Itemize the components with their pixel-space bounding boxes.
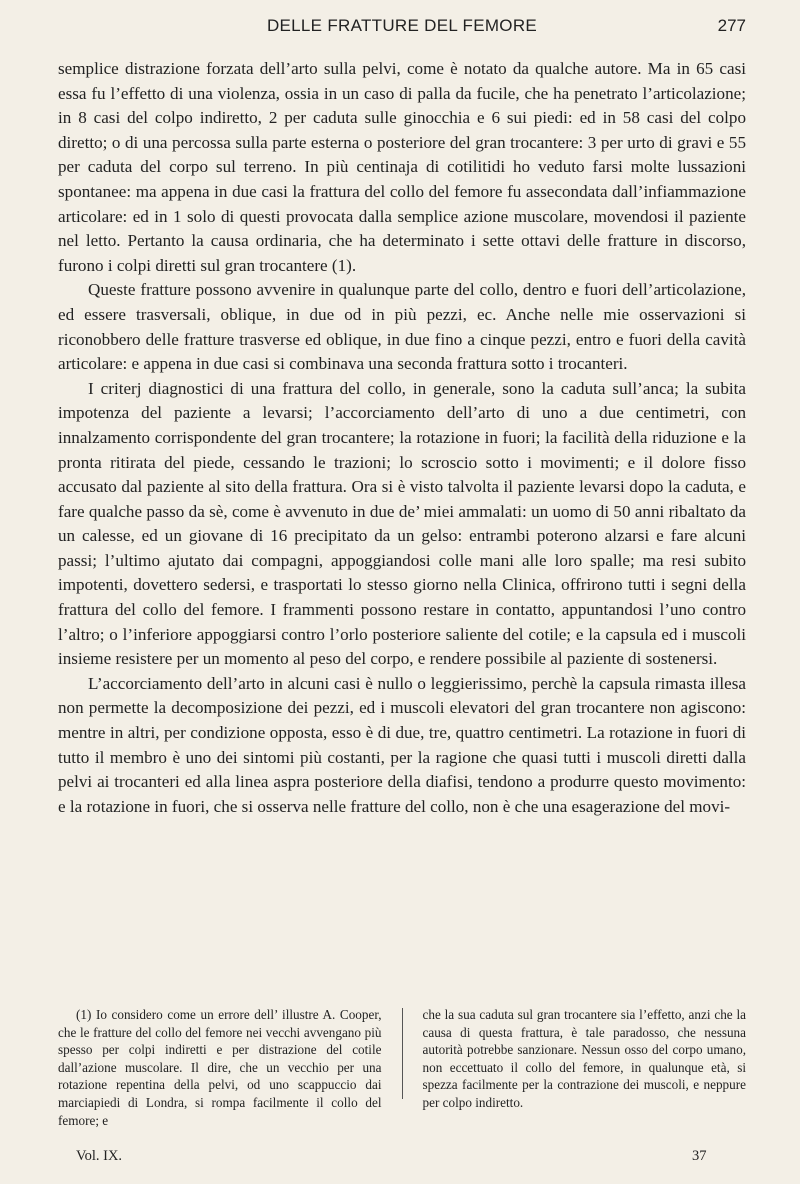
paragraph: I criterj diagnostici di una frattura del collo, in generale, sono la caduta sull’anca; la subita impotenza del paziente a levarsi; l’accorciamento dell’arto di uno a due centimetri, con innalzamento corrispondente del gran trocantere; la rotazione in fuori; la facilità della riduzione e la pronta ritirata del piede, cessando le trazioni; lo scroscio sotto i movimenti; e il dolore fisso accusato dal paziente al sito della frattura. Ora si è visto talvolta il paziente levarsi dopo la caduta, e fare qualche passo da sè, come è avvenuto in due de’ miei ammalati: un uomo di 50 anni ribaltato da un calesse, ed un giovane di 16 precipitato da un gelso: entrambi poterono alzarsi e fare alcuni passi; l’ultimo ajutato dai compagni, appoggiandosi colle mani alle loro spalle; ma resi subito impotenti, dovettero sedersi, e trasportati lo stesso giorno nella Clinica, offrirono tutti i segni della frattura del collo del femore. I frammenti possono restare in contatto, appuntandosi l’uno contro l’altro; o l’inferiore appoggiarsi contro l’orlo posteriore saliente del cotile; e la capsula ed i muscoli insieme resistere per un momento al peso del corpo, e rendere possibile al paziente di sostenersi. (58, 378, 746, 669)
footnote-text: che la sua caduta sul gran trocantere sia l’effetto, anzi che la causa di questa frattura, è tale paradosso, che nessuna autorità potrebbe sanzionare. Nessun osso del corpo umano, non eccettuato il collo del femore, in qualunque età, si spezza facilmente per la contrazione dei muscoli, e neppure per colpo indiretto. (422, 1007, 746, 1110)
footnote-right-column (423, 1006, 747, 1129)
running-header (58, 16, 746, 42)
paragraph: L’accorciamento dell’arto in alcuni casi è nullo o leggierissimo, perchè la capsula rimasta illesa non permette la decomposizione dei pezzi, ed i muscoli elevatori del gran trocantere non agiscono: mentre in altri, per condizione opposta, esso è di due, tre, quattro centimetri. La rotazione in fuori di tutto il membro è uno dei sintomi più costanti, per la ragione che quasi tutti i muscoli diretti dalla pelvi ai trocanteri ed alla linea aspra posteriore della diafisi, tendono a produrre questo movimento: e la rotazione in fuori, che si osserva nelle fratture del collo, non è che una esagerazione del movi- (58, 673, 746, 816)
footnote-left-column (58, 1006, 382, 1129)
page-number: 277 (717, 16, 746, 35)
main-text (58, 57, 746, 819)
footnote-text: (1) Io considero come un errore dell’ illustre A. Cooper, che le fratture del collo del femore nei vecchi avvengano più spesso per colpi indiretti e per distrazione del cotile dall’azione muscolare. Il dire, che un vecchio per una rotazione repentina della pelvi, od uno scappuccio dai marciapiedi di Londra, si rompa facilmente il collo del femore; e (58, 1007, 382, 1128)
running-title: DELLE FRATTURE DEL FEMORE (266, 16, 538, 35)
paragraph: Queste fratture possono avvenire in qualunque parte del collo, dentro e fuori dell’articolazione, ed essere trasversali, oblique, in due od in più pezzi, ec. Anche nelle mie osservazioni si riconobbero delle fratture trasverse ed oblique, in due fino a cinque pezzi, entro e fuori della cavità articolare: e appena in due casi si combinava una seconda frattura sotto i trocanteri. (58, 280, 746, 374)
paragraph: semplice distrazione forzata dell’arto sulla pelvi, come è notato da qualche autore. Ma in 65 casi essa fu l’effetto di una violenza, ossia in un caso di palla da fucile, che ha penetrato l’articolazione; in 8 casi del colpo indiretto, 2 per caduta sulle ginocchia e 6 sui piedi: ed in 58 casi del colpo diretto; o di una percossa sulla parte esterna o posteriore del gran trocantere: 3 per urto di gravi e 55 per caduta del corpo sul terreno. In più centinaja di cotilitidi ho veduto farsi molte lussazioni spontanee: ma appena in due casi la frattura del collo del femore fu assecondata dall’infiammazione articolare: ed in 1 solo di questi provocata dalla semplice azione muscolare, movendosi il paziente nel letto. Pertanto la causa ordinaria, che ha determinato i sette ottavi delle fratture in discorso, furono i colpi diretti sul gran trocantere (1). (58, 59, 746, 275)
column-divider (402, 1008, 403, 1099)
volume-label: Vol. IX. (76, 1148, 123, 1164)
signature-mark: 37 (692, 1148, 707, 1164)
footnotes (58, 1006, 746, 1129)
